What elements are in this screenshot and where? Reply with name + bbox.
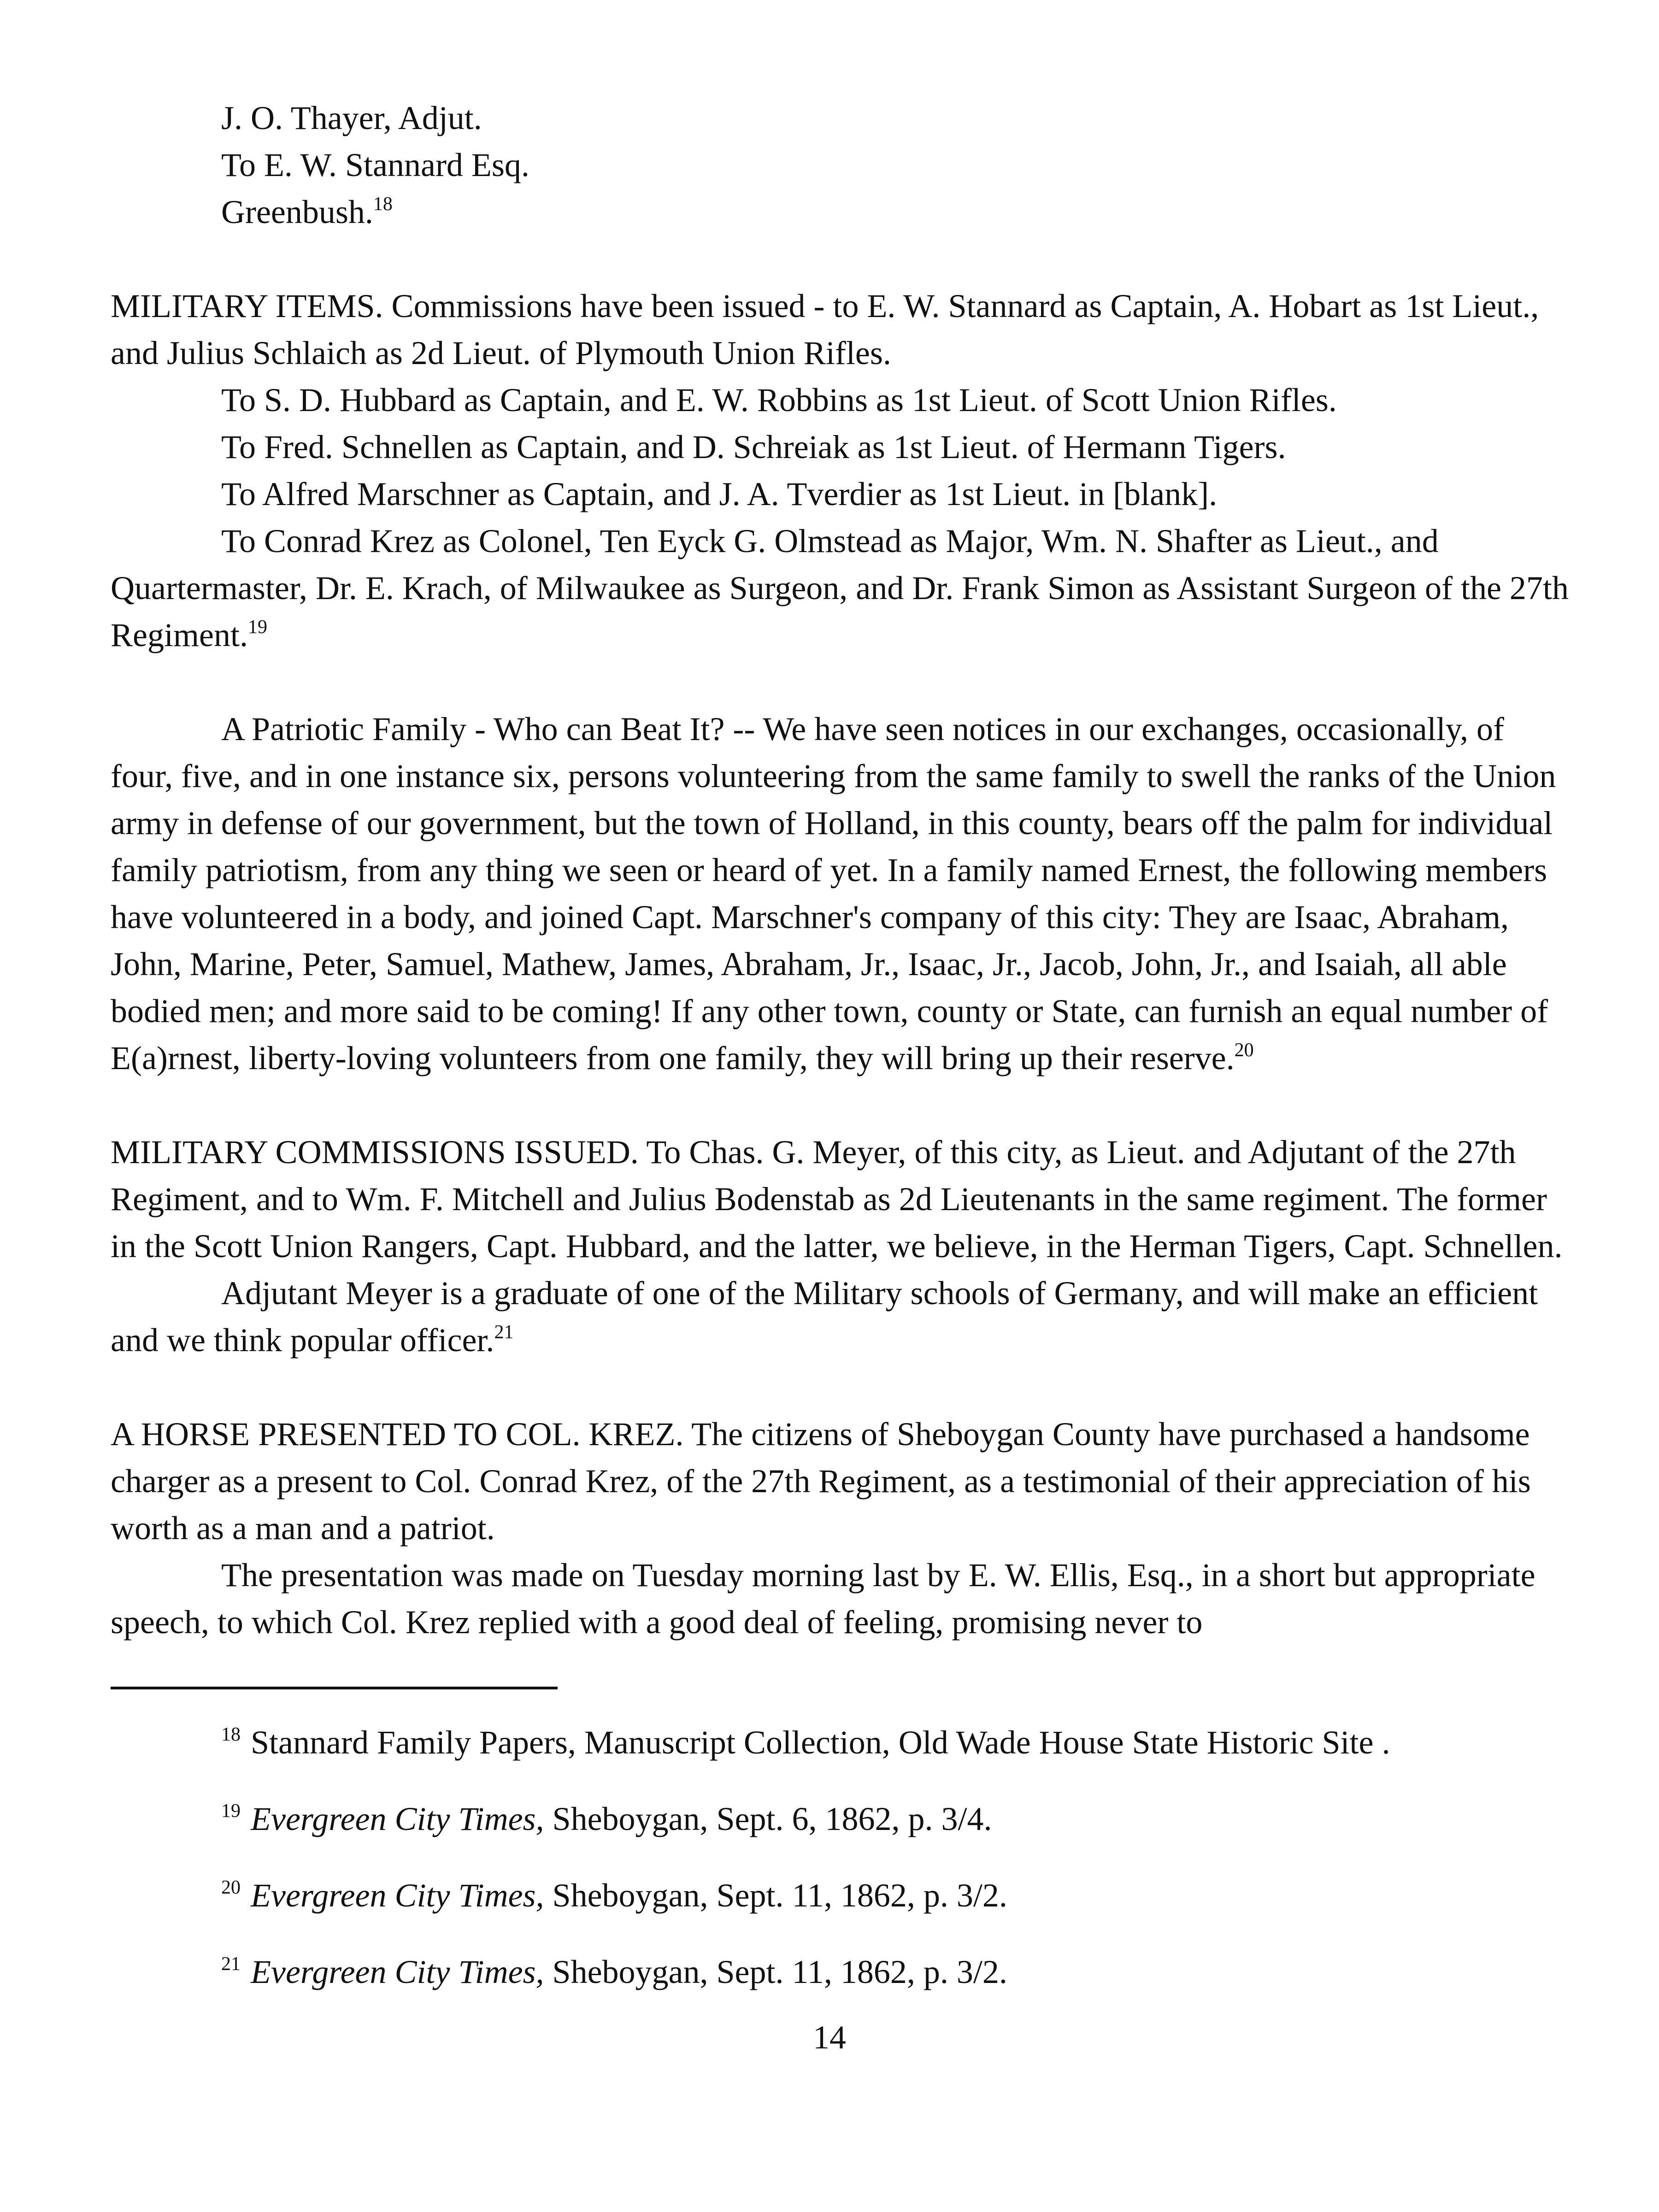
footnote-text: Stannard Family Papers, Manuscript Collection, Old Wade House State Historic Site . xyxy=(251,1724,1390,1761)
addressee-line: To E. W. Stannard Esq. xyxy=(221,147,529,183)
spacer xyxy=(111,235,1571,282)
spacer xyxy=(111,1364,1571,1411)
footnote-ref-19: 19 xyxy=(247,617,267,638)
footnote-source-title: Evergreen City Times, xyxy=(251,1800,544,1837)
footnote-number: 19 xyxy=(221,1800,241,1822)
footnote-source-title: Evergreen City Times, xyxy=(251,1953,544,1990)
footnotes-section xyxy=(221,1719,1604,2025)
footnote-20 xyxy=(221,1872,1604,1948)
footnote-ref-21: 21 xyxy=(494,1322,514,1343)
patriotic-family-text: A Patriotic Family - Who can Beat It? -- We have seen notices in our exchanges, occasionally, of four, five, and in one instance six, persons volunteering from the same family to swell the ranks of the Union army in defense of our government, but the town of Holland, in this county, bears off the palm for individual family patriotism, from any thing we seen or heard of yet. In a family named Ernest, the following members have volunteered in a body, and joined Capt. Marschner's company of this city: They are Isaac, Abraham, John, Marine, Peter, Samuel, Mathew, James, Abraham, Jr., Isaac, Jr., Jacob, John, Jr., and Isaiah, all able bodied men; and more said to be coming! If any other town, county or State, can furnish an equal number of E(a)rnest, liberty-loving volunteers from one family, they will bring up their reserve. xyxy=(111,711,1556,1077)
signature-line: J. O. Thayer, Adjut. xyxy=(221,100,482,136)
place-line xyxy=(221,188,1571,235)
patriotic-family-paragraph xyxy=(111,706,1571,1082)
footnote-source-title: Evergreen City Times, xyxy=(251,1877,544,1914)
footnote-text: Sheboygan, Sept. 11, 1862, p. 3/2. xyxy=(544,1877,1007,1914)
spacer xyxy=(111,1082,1571,1129)
military-commissions-paragraph: MILITARY COMMISSIONS ISSUED. To Chas. G. Meyer, of this city, as Lieut. and Adjutant of the 27th Regiment, and to Wm. F. Mitchell and Julius Bodenstab as 2d Lieutenants in the same regiment. The former in the Scott Union Rangers, Capt. Hubbard, and the latter, we believe, in the Herman Tigers, Capt. Schnellen. xyxy=(111,1134,1563,1265)
patriotic-family-section xyxy=(111,706,1571,1082)
footnote-19 xyxy=(221,1795,1604,1872)
footnote-number: 18 xyxy=(221,1724,241,1745)
footnote-divider xyxy=(111,1687,558,1689)
military-items-section xyxy=(111,282,1571,659)
footnote-ref-20: 20 xyxy=(1234,1040,1254,1061)
letter-signature-block xyxy=(111,94,1571,235)
footnote-number: 20 xyxy=(221,1877,241,1898)
military-items-krez-text: To Conrad Krez as Colonel, Ten Eyck G. Olmstead as Major, Wm. N. Shafter as Lieut., and Quartermaster, Dr. E. Krach, of Milwaukee as Surgeon, and Dr. Frank Simon as Assistant Surgeon of the 27th Regiment. xyxy=(111,523,1569,653)
adjutant-meyer-paragraph xyxy=(111,1270,1571,1364)
spacer xyxy=(111,659,1571,706)
footnote-18 xyxy=(221,1719,1604,1795)
footnote-text: Sheboygan, Sept. 11, 1862, p. 3/2. xyxy=(544,1953,1007,1990)
military-items-paragraph: MILITARY ITEMS. Commissions have been issued - to E. W. Stannard as Captain, A. Hobart as 1st Lieut., and Julius Schlaich as 2d Lieut. of Plymouth Union Rifles. xyxy=(111,288,1539,371)
place-text: Greenbush. xyxy=(221,194,373,230)
footnote-text: Sheboygan, Sept. 6, 1862, p. 3/4. xyxy=(544,1800,992,1837)
main-body-text xyxy=(111,94,1571,1646)
horse-presented-paragraph: A HORSE PRESENTED TO COL. KREZ. The citizens of Sheboygan County have purchased a handsome charger as a present to Col. Conrad Krez, of the 27th Regiment, as a testimonial of their appreciation of his worth as a man and a patriot. xyxy=(111,1416,1531,1547)
military-items-marschner: To Alfred Marschner as Captain, and J. A. Tverdier as 1st Lieut. in [blank]. xyxy=(221,476,1218,512)
horse-presented-section xyxy=(111,1411,1571,1646)
military-commissions-section xyxy=(111,1129,1571,1364)
adjutant-meyer-text: Adjutant Meyer is a graduate of one of the Military schools of Germany, and will make an efficient and we think popular officer. xyxy=(111,1275,1538,1359)
presentation-paragraph: The presentation was made on Tuesday morning last by E. W. Ellis, Esq., in a short but appropriate speech, to which Col. Krez replied with a good deal of feeling, promising never to xyxy=(111,1557,1535,1641)
military-items-hubbard: To S. D. Hubbard as Captain, and E. W. Robbins as 1st Lieut. of Scott Union Rifles. xyxy=(221,382,1337,418)
military-items-schnellen: To Fred. Schnellen as Captain, and D. Schreiak as 1st Lieut. of Hermann Tigers. xyxy=(221,429,1286,465)
military-items-krez xyxy=(111,518,1571,659)
footnote-ref-18: 18 xyxy=(373,194,393,215)
page-number: 14 xyxy=(813,2019,846,2056)
footnote-number: 21 xyxy=(221,1953,241,1975)
